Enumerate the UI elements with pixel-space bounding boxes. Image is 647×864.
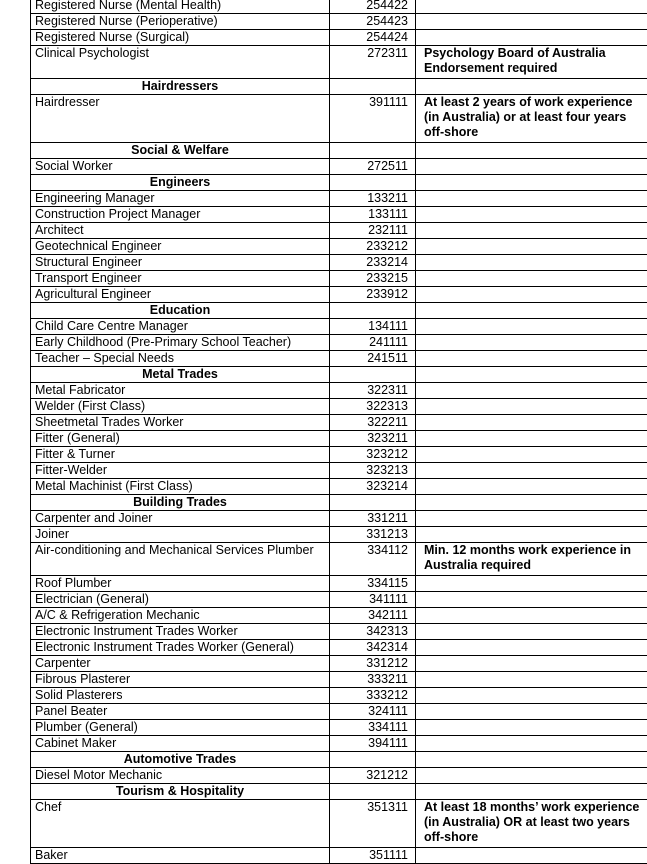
section-title: Metal Trades [31,367,330,383]
empty-note-cell [416,351,647,367]
occupation-row [31,768,647,784]
occupation-name: Electrician (General) [31,592,330,608]
anzsco-code: 133211 [330,191,416,207]
section-title: Hairdressers [31,79,330,95]
section-header-row [31,175,647,191]
occupation-name: Fitter (General) [31,431,330,447]
section-title: Building Trades [31,495,330,511]
anzsco-code: 133111 [330,207,416,223]
empty-note-cell [416,624,647,640]
anzsco-code: 233912 [330,287,416,303]
empty-note-cell [416,431,647,447]
section-header-row [31,303,647,319]
empty-note-cell [416,175,647,191]
empty-code-cell [330,303,416,319]
empty-note-cell [416,640,647,656]
anzsco-code: 233215 [330,271,416,287]
occupation-name: Registered Nurse (Perioperative) [31,14,330,30]
requirement-note: Psychology Board of Australia Endorsement required [416,46,647,79]
occupation-row [31,431,647,447]
anzsco-code: 342314 [330,640,416,656]
section-header-row [31,79,647,95]
occupation-row [31,351,647,367]
occupation-row [31,191,647,207]
occupation-row [31,704,647,720]
anzsco-code: 134111 [330,319,416,335]
empty-code-cell [330,367,416,383]
requirement-note: At least 18 months’ work experience (in Australia) OR at least two years off-shore [416,800,647,848]
occupation-name: Electronic Instrument Trades Worker (General) [31,640,330,656]
occupation-row [31,479,647,495]
empty-note-cell [416,335,647,351]
empty-note-cell [416,399,647,415]
occupation-name: Fitter & Turner [31,447,330,463]
empty-code-cell [330,784,416,800]
anzsco-code: 322311 [330,383,416,399]
anzsco-code: 394111 [330,736,416,752]
empty-note-cell [416,463,647,479]
occupation-row [31,319,647,335]
occupation-name: Structural Engineer [31,255,330,271]
anzsco-code: 233212 [330,239,416,255]
occupation-name: A/C & Refrigeration Mechanic [31,608,330,624]
anzsco-code: 334115 [330,576,416,592]
occupation-name: Engineering Manager [31,191,330,207]
requirement-note: Min. 12 months work experience in Australia required [416,543,647,576]
occupation-row [31,383,647,399]
empty-note-cell [416,736,647,752]
occupation-row [31,14,647,30]
empty-note-cell [416,159,647,175]
empty-note-cell [416,0,647,14]
empty-code-cell [330,752,416,768]
empty-note-cell [416,255,647,271]
occupation-name: Baker [31,848,330,864]
occupation-name: Diesel Motor Mechanic [31,768,330,784]
requirement-note: At least 2 years of work experience (in Australia) or at least four years off-shore [416,95,647,143]
empty-note-cell [416,527,647,543]
occupation-row [31,287,647,303]
occupation-name: Child Care Centre Manager [31,319,330,335]
anzsco-code: 334112 [330,543,416,576]
anzsco-code: 331211 [330,511,416,527]
occupation-row [31,672,647,688]
occupation-name: Electronic Instrument Trades Worker [31,624,330,640]
empty-note-cell [416,720,647,736]
occupation-row [31,223,647,239]
occupation-name: Transport Engineer [31,271,330,287]
anzsco-code: 322313 [330,399,416,415]
occupation-row [31,640,647,656]
section-header-row [31,495,647,511]
occupation-row [31,624,647,640]
occupation-row [31,255,647,271]
anzsco-code: 241511 [330,351,416,367]
empty-code-cell [330,495,416,511]
empty-note-cell [416,223,647,239]
anzsco-code: 321212 [330,768,416,784]
empty-note-cell [416,479,647,495]
anzsco-code: 254423 [330,14,416,30]
anzsco-code: 331212 [330,656,416,672]
anzsco-code: 334111 [330,720,416,736]
occupation-name: Roof Plumber [31,576,330,592]
occupation-name: Social Worker [31,159,330,175]
empty-note-cell [416,239,647,255]
empty-code-cell [330,175,416,191]
empty-note-cell [416,848,647,864]
anzsco-code: 341111 [330,592,416,608]
occupation-row [31,159,647,175]
occupation-row [31,0,647,14]
anzsco-code: 323214 [330,479,416,495]
section-header-row [31,143,647,159]
occupation-row [31,527,647,543]
occupation-row [31,95,647,143]
occupation-name: Air-conditioning and Mechanical Services Plumber [31,543,330,576]
empty-note-cell [416,495,647,511]
anzsco-code: 232111 [330,223,416,239]
occupation-name: Fibrous Plasterer [31,672,330,688]
occupation-row [31,736,647,752]
anzsco-code: 351311 [330,800,416,848]
occupation-row [31,720,647,736]
anzsco-code: 323213 [330,463,416,479]
occupation-row [31,30,647,46]
anzsco-code: 324111 [330,704,416,720]
occupation-row [31,463,647,479]
empty-note-cell [416,415,647,431]
section-header-row [31,784,647,800]
occupation-row [31,447,647,463]
section-title: Education [31,303,330,319]
occupation-name: Joiner [31,527,330,543]
anzsco-code: 241111 [330,335,416,351]
occupation-row [31,271,647,287]
empty-note-cell [416,576,647,592]
anzsco-code: 254422 [330,0,416,14]
section-title: Tourism & Hospitality [31,784,330,800]
anzsco-code: 272311 [330,46,416,79]
occupation-name: Metal Fabricator [31,383,330,399]
occupation-table [30,0,647,864]
occupation-name: Cabinet Maker [31,736,330,752]
occupation-name: Registered Nurse (Mental Health) [31,0,330,14]
occupation-row [31,335,647,351]
empty-note-cell [416,688,647,704]
anzsco-code: 254424 [330,30,416,46]
anzsco-code: 333211 [330,672,416,688]
occupation-row [31,399,647,415]
section-header-row [31,752,647,768]
anzsco-code: 322211 [330,415,416,431]
empty-code-cell [330,143,416,159]
section-header-row [31,367,647,383]
section-title: Social & Welfare [31,143,330,159]
occupation-row [31,848,647,864]
occupation-row [31,511,647,527]
empty-note-cell [416,303,647,319]
occupation-name: Teacher – Special Needs [31,351,330,367]
anzsco-code: 333212 [330,688,416,704]
empty-note-cell [416,79,647,95]
anzsco-code: 351111 [330,848,416,864]
anzsco-code: 342313 [330,624,416,640]
occupation-name: Plumber (General) [31,720,330,736]
occupation-name: Early Childhood (Pre-Primary School Teacher) [31,335,330,351]
anzsco-code: 342111 [330,608,416,624]
occupation-name: Construction Project Manager [31,207,330,223]
occupation-table-body [31,0,647,864]
occupation-name: Geotechnical Engineer [31,239,330,255]
occupation-name: Registered Nurse (Surgical) [31,30,330,46]
occupation-name: Sheetmetal Trades Worker [31,415,330,431]
occupation-name: Chef [31,800,330,848]
empty-note-cell [416,672,647,688]
occupation-row [31,576,647,592]
empty-note-cell [416,592,647,608]
empty-note-cell [416,191,647,207]
empty-note-cell [416,287,647,303]
empty-note-cell [416,656,647,672]
occupation-row [31,800,647,848]
empty-note-cell [416,704,647,720]
empty-note-cell [416,383,647,399]
occupation-name: Carpenter and Joiner [31,511,330,527]
empty-note-cell [416,143,647,159]
occupation-name: Agricultural Engineer [31,287,330,303]
empty-note-cell [416,14,647,30]
anzsco-code: 272511 [330,159,416,175]
occupation-row [31,656,647,672]
occupation-row [31,207,647,223]
occupation-row [31,239,647,255]
empty-note-cell [416,271,647,287]
empty-note-cell [416,768,647,784]
section-title: Automotive Trades [31,752,330,768]
empty-note-cell [416,30,647,46]
empty-note-cell [416,447,647,463]
empty-note-cell [416,367,647,383]
occupation-name: Welder (First Class) [31,399,330,415]
occupation-row [31,608,647,624]
empty-note-cell [416,511,647,527]
occupation-name: Panel Beater [31,704,330,720]
empty-note-cell [416,784,647,800]
empty-note-cell [416,207,647,223]
occupation-name: Fitter-Welder [31,463,330,479]
occupation-name: Clinical Psychologist [31,46,330,79]
occupation-row [31,46,647,79]
occupation-name: Carpenter [31,656,330,672]
empty-note-cell [416,752,647,768]
occupation-row [31,592,647,608]
occupation-row [31,688,647,704]
anzsco-code: 323212 [330,447,416,463]
occupation-row [31,415,647,431]
occupation-name: Metal Machinist (First Class) [31,479,330,495]
empty-code-cell [330,79,416,95]
anzsco-code: 391111 [330,95,416,143]
occupation-name: Architect [31,223,330,239]
empty-note-cell [416,319,647,335]
section-title: Engineers [31,175,330,191]
empty-note-cell [416,608,647,624]
anzsco-code: 323211 [330,431,416,447]
anzsco-code: 331213 [330,527,416,543]
anzsco-code: 233214 [330,255,416,271]
occupation-name: Solid Plasterers [31,688,330,704]
occupation-row [31,543,647,576]
occupation-name: Hairdresser [31,95,330,143]
